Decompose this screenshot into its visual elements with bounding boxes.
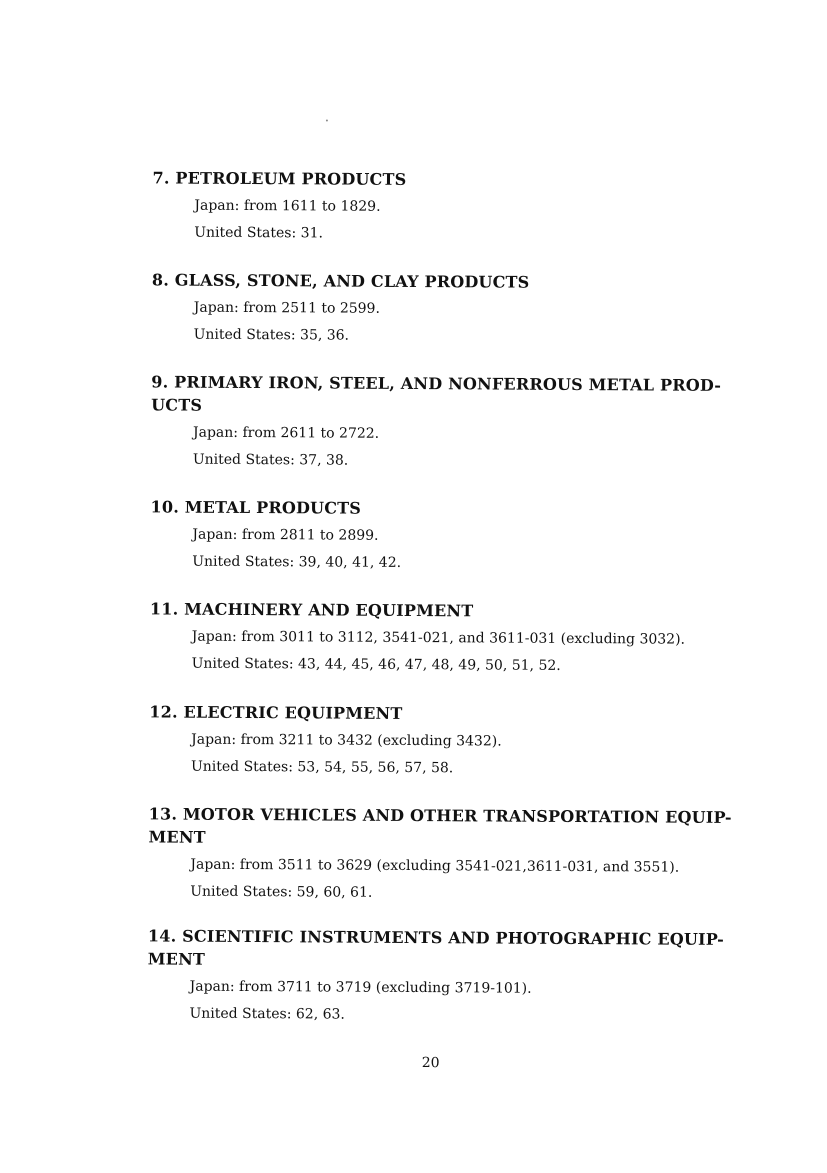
us-codes: United States: 59, 60, 61.	[190, 883, 373, 901]
section-petroleum-products	[152, 166, 742, 246]
section-machinery	[150, 597, 740, 677]
japan-codes: Japan: from 2611 to 2722.	[192, 424, 380, 442]
japan-codes: Japan: from 1611 to 1829.	[194, 197, 381, 215]
section-scientific-instruments	[147, 924, 738, 1027]
section-heading-line2: MENT	[147, 949, 206, 969]
japan-codes: Japan: from 3511 to 3629 (excluding 3541-021,3611-031, and 3551).	[190, 856, 680, 876]
section-heading-line2: UCTS	[151, 395, 203, 415]
us-codes: United States: 43, 44, 45, 46, 47, 48, 49, 50, 51, 52.	[191, 655, 561, 674]
section-heading: 7. PETROLEUM PRODUCTS	[152, 168, 407, 189]
section-heading-line1: 13. MOTOR VEHICLES AND OTHER TRANSPORTATION EQUIP-	[148, 804, 732, 827]
us-codes: United States: 53, 54, 55, 56, 57, 58.	[190, 758, 454, 777]
japan-codes: Japan: from 2511 to 2599.	[193, 299, 380, 317]
section-heading: 10. METAL PRODUCTS	[150, 497, 362, 518]
us-codes: United States: 39, 40, 41, 42.	[192, 553, 402, 571]
section-heading: 8. GLASS, STONE, AND CLAY PRODUCTS	[151, 270, 530, 292]
section-metal-products	[150, 495, 740, 575]
japan-codes: Japan: from 3711 to 3719 (excluding 3719-101).	[189, 978, 532, 997]
japan-codes: Japan: from 3011 to 3112, 3541-021, and 3611-031 (excluding 3032).	[191, 628, 686, 648]
us-codes: United States: 62, 63.	[189, 1005, 345, 1023]
us-codes: United States: 35, 36.	[193, 326, 350, 344]
section-glass-stone-clay	[152, 268, 742, 348]
section-heading-line2: MENT	[148, 827, 206, 847]
section-motor-vehicles	[148, 802, 739, 905]
section-heading-line1: 14. SCIENTIFIC INSTRUMENTS AND PHOTOGRAPHIC EQUIP-	[147, 926, 725, 949]
section-heading: 11. MACHINERY AND EQUIPMENT	[149, 599, 474, 621]
section-electric-equipment	[149, 700, 739, 780]
page-number: 20	[421, 1055, 440, 1072]
section-primary-metal	[151, 370, 742, 473]
us-codes: United States: 37, 38.	[192, 451, 349, 469]
japan-codes: Japan: from 3211 to 3432 (excluding 3432).	[191, 731, 502, 750]
us-codes: United States: 31.	[194, 224, 324, 242]
section-heading-line1: 9. PRIMARY IRON, STEEL, AND NONFERROUS METAL PROD-	[151, 372, 722, 395]
section-heading: 12. ELECTRIC EQUIPMENT	[149, 702, 403, 723]
scan-speck	[326, 119, 328, 121]
japan-codes: Japan: from 2811 to 2899.	[192, 526, 379, 544]
